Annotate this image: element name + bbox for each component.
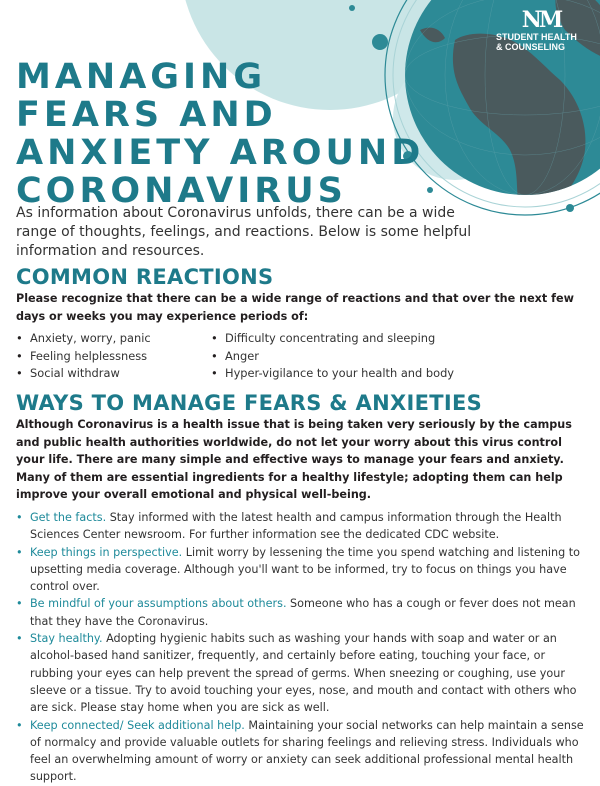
common-reactions-heading: COMMON REACTIONS [16,265,274,289]
tip-heading[interactable]: Keep things in perspective. [30,545,183,559]
tip-text: Stay informed with the latest health and campus information through the Health Sciences Center newsroom. For further information see the dedicated CDC website. [30,511,562,542]
ways-heading: WAYS TO MANAGE FEARS & ANXIETIES [16,391,483,415]
title-line-2: FEARS AND [16,95,277,135]
tip-text: Maintaining your social networks can help maintain a sense of normalcy and provide valuable outlets for sharing feelings and relieving stress. Individuals who feel an overwhelming amount of worry or anxiety can seek additional professional mental health support. [30,718,584,784]
title-line-1: MANAGING [16,57,267,97]
logo-line-1: STUDENT HEALTH [496,32,577,42]
tip-item [16,630,588,716]
page-title [16,58,424,210]
tip-heading[interactable]: Keep connected/ Seek additional help. [30,718,245,732]
tip-heading[interactable]: Get the facts. [30,511,107,524]
logo-line-2: & COUNSELING [496,42,566,52]
list-item: • Anxiety, worry, panic [16,330,211,348]
list-item: • Difficulty concentrating and sleeping [211,330,576,348]
title-line-4: CORONAVIRUS [16,171,347,211]
ways-lead: Although Coronavirus is a health issue that is being taken very seriously by the campus and public health authorities worldwide, do not let your worry about this virus control your life. There are many simple and effective ways to manage your fears and anxiety. Many of them are essential ingredients for a healthy lifestyle; adopting them can help improve your overall emotional and physical well-being. [16,418,572,501]
unm-logo [496,8,586,52]
tip-text: Someone who has a cough or fever does not mean that they have the Coronavirus. [30,597,576,628]
title-line-3: ANXIETY AROUND [16,133,425,173]
unm-logo-mark: NM [521,7,561,33]
reactions-list [16,330,576,383]
list-item: • Feeling helplessness [16,348,211,366]
tip-text: Limit worry by lessening the time you spend watching and listening to upsetting media coverage. Although you'll want to be informed, try to focus on things you have control over. [30,545,581,594]
list-item: • Anger [211,348,576,366]
list-item: • Social withdraw [16,365,211,383]
tips-list [16,509,588,786]
tip-item [16,717,588,786]
tip-heading[interactable]: Be mindful of your assumptions about others. [30,597,287,611]
tip-item [16,595,588,630]
tip-item [16,544,588,596]
tip-text: Adopting hygienic habits such as washing your hands with soap and water or an alcohol-based hand sanitizer, frequently, and certainly before eating, touching your face, or rubbing your eyes can help prevent the spread of germs. When sneezing or coughing, use your sleeve or a tissue. Try to avoid touching your eyes, nose, and mouth and contact with others who are sick. Please stay home when you are sick as well. [30,632,577,715]
intro-paragraph: As information about Coronavirus unfolds, there can be a wide range of thoughts, feelings, and reactions. Below is some helpful information and resources. [16,205,472,259]
tip-heading[interactable]: Stay healthy. [30,632,103,646]
tip-item [16,509,588,544]
list-item: • Hyper-vigilance to your health and body [211,365,576,383]
common-reactions-lead: Please recognize that there can be a wide range of reactions and that over the next few days or weeks you may experience periods of: [16,292,574,323]
